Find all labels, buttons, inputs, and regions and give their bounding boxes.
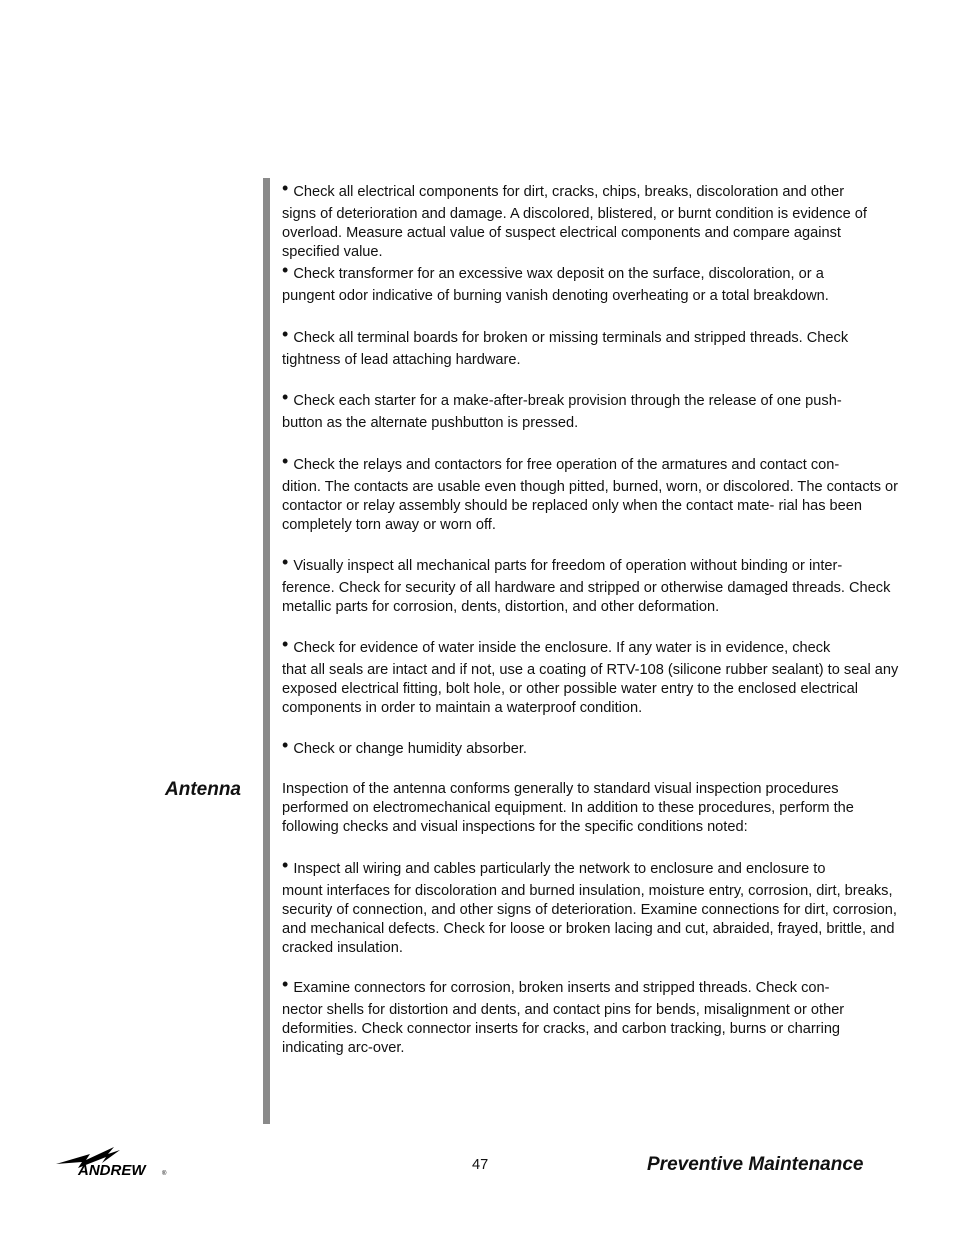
list-item: • Examine connectors for corrosion, broken inserts and stripped threads. Check con- nector shells for distortion and dents, and contact pins for bends, misalignment or other deformities. Check connector inserts for cracks, and carbon tracking, burns or charring indicating arc-over. — [282, 974, 845, 1056]
bullet-icon: • — [282, 634, 289, 654]
footer-section-title: Preventive Maintenance — [647, 1154, 864, 1175]
list-item: • Check each starter for a make-after-break provision through the release of one push- button as the alternate pushbutton is pressed. — [282, 387, 842, 431]
bullet-icon: • — [282, 552, 289, 572]
list-item: • Check all electrical components for dirt, cracks, chips, breaks, discoloration and other signs of deterioration and damage. A discolored, blistered, or burnt condition is evidence of overload. Measure actual value of suspect electrical components and compare against specified value. — [282, 178, 867, 260]
bullet-icon: • — [282, 855, 289, 875]
bullet-icon: • — [282, 178, 289, 198]
bullet-icon: • — [282, 451, 289, 471]
page-number: 47 — [472, 1157, 489, 1173]
bullet-icon: • — [282, 974, 289, 994]
margin-rule — [263, 178, 270, 1124]
list-item: • Check or change humidity absorber. — [282, 735, 527, 757]
list-item: • Visually inspect all mechanical parts for freedom of operation without binding or inter- ference. Check for security of all hardware and stripped or otherwise damaged threads. Check metallic parts for corrosion, dents, distortion, and other deformation. — [282, 552, 891, 615]
list-item: • Check the relays and contactors for free operation of the armatures and contact con- dition. The contacts are usable even though pitted, burned, worn, or discolored. The contacts or contactor or relay assembly should be replaced only when the contact mate- rial has been completely torn away or worn off. — [282, 451, 899, 533]
logo-text: ANDREW — [78, 1162, 146, 1177]
bullet-icon: • — [282, 387, 289, 407]
andrew-logo — [56, 1141, 174, 1177]
registered-mark: ® — [162, 1171, 167, 1177]
bullet-icon: • — [282, 324, 289, 344]
bullet-icon: • — [282, 260, 289, 280]
list-item: • Check for evidence of water inside the enclosure. If any water is in evidence, check that all seals are intact and if not, use a coating of RTV-108 (silicone rubber sealant) to seal any exposed electrical fitting, bolt hole, or other possible water entry to the enclosed electrical components in order to maintain a waterproof condition. — [282, 634, 899, 716]
section-heading-antenna: Antenna — [165, 779, 241, 800]
list-item: • Check transformer for an excessive wax deposit on the surface, discoloration, or a pungent odor indicative of burning vanish denoting overheating or a total breakdown. — [282, 260, 829, 304]
list-item: • Check all terminal boards for broken or missing terminals and stripped threads. Check tightness of lead attaching hardware. — [282, 324, 849, 368]
antenna-intro: Inspection of the antenna conforms generally to standard visual inspection procedures performed on electromechanical equipment. In addition to these procedures, perform the following checks and visual inspections for the specific conditions noted: — [282, 781, 854, 835]
bullet-icon: • — [282, 735, 289, 755]
list-item: • Inspect all wiring and cables particularly the network to enclosure and enclosure to mount interfaces for discoloration and burned insulation, moisture entry, corrosion, dirt, breaks, security of connection, and other signs of deterioration. Examine connections for dirt, corrosion, and mechanical defects. Check for loose or broken lacing and cut, abraided, frayed, brittle, and cracked insulation. — [282, 855, 897, 956]
